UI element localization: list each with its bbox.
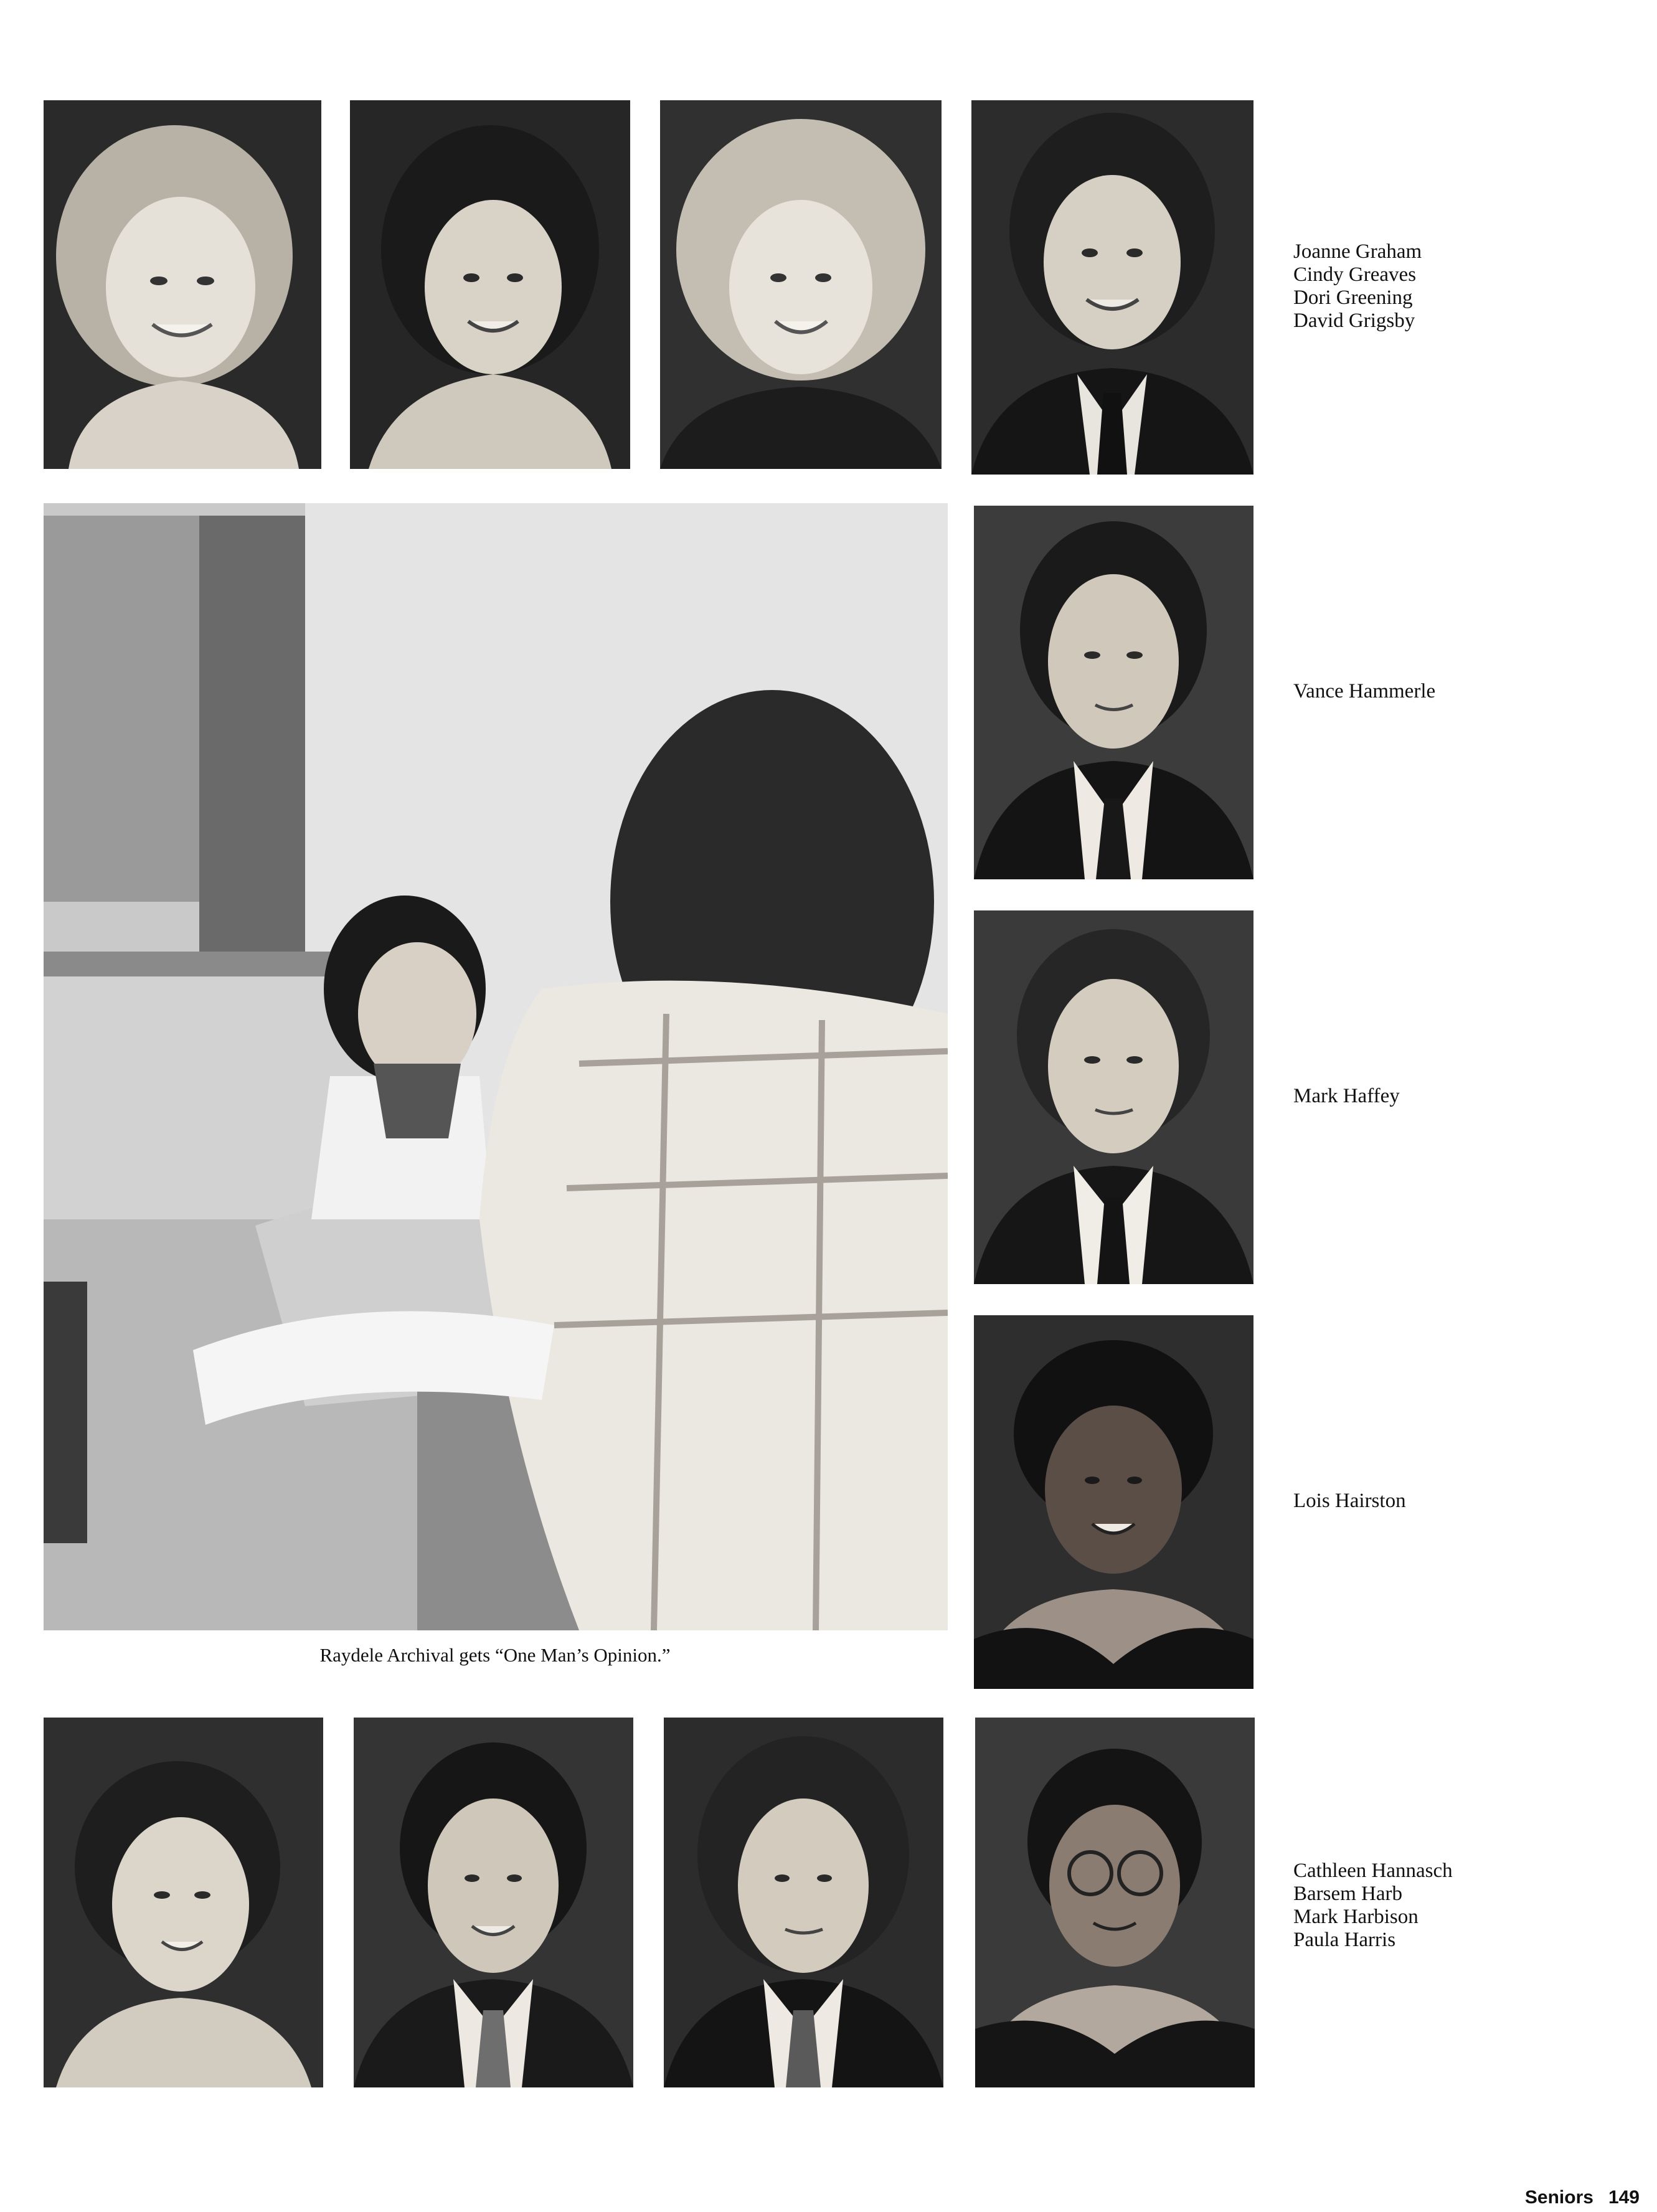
name-mark-haffey: Mark Haffey <box>1293 1085 1400 1107</box>
name-label: Barsem Harb <box>1293 1883 1403 1905</box>
candid-photo <box>44 503 948 1630</box>
name-label: Paula Harris <box>1293 1929 1396 1951</box>
page-footer <box>1525 2187 1640 2208</box>
name-label: Mark Harbison <box>1293 1906 1419 1928</box>
portrait-barsem-harb <box>354 1718 633 2087</box>
photo-caption: Raydele Archival gets “One Man’s Opinion.” <box>319 1644 671 1666</box>
portrait-cathleen-hannasch <box>44 1718 323 2087</box>
portrait-mark-haffey <box>974 910 1253 1284</box>
name-label: Dori Greening <box>1293 286 1413 309</box>
name-vance-hammerle: Vance Hammerle <box>1293 680 1436 702</box>
name-label: Cathleen Hannasch <box>1293 1860 1453 1882</box>
section-label: Seniors <box>1524 2187 1593 2208</box>
name-label: Cindy Greaves <box>1293 263 1417 286</box>
portrait-david-grigsby <box>971 100 1253 475</box>
name-label: David Grigsby <box>1293 310 1415 332</box>
portrait-vance-hammerle <box>974 506 1253 879</box>
name-lois-hairston: Lois Hairston <box>1293 1490 1406 1512</box>
portrait-lois-hairston <box>974 1315 1253 1689</box>
bottom-row-names <box>1293 1860 1453 1952</box>
portrait-cindy-greaves <box>350 100 630 469</box>
page-number: 149 <box>1608 2187 1640 2208</box>
top-row-names <box>1293 240 1422 333</box>
portrait-dori-greening <box>660 100 942 469</box>
portrait-paula-harris <box>975 1718 1255 2087</box>
name-label: Joanne Graham <box>1293 240 1422 263</box>
portrait-mark-harbison <box>664 1718 943 2087</box>
portrait-joanne-graham <box>44 100 321 469</box>
